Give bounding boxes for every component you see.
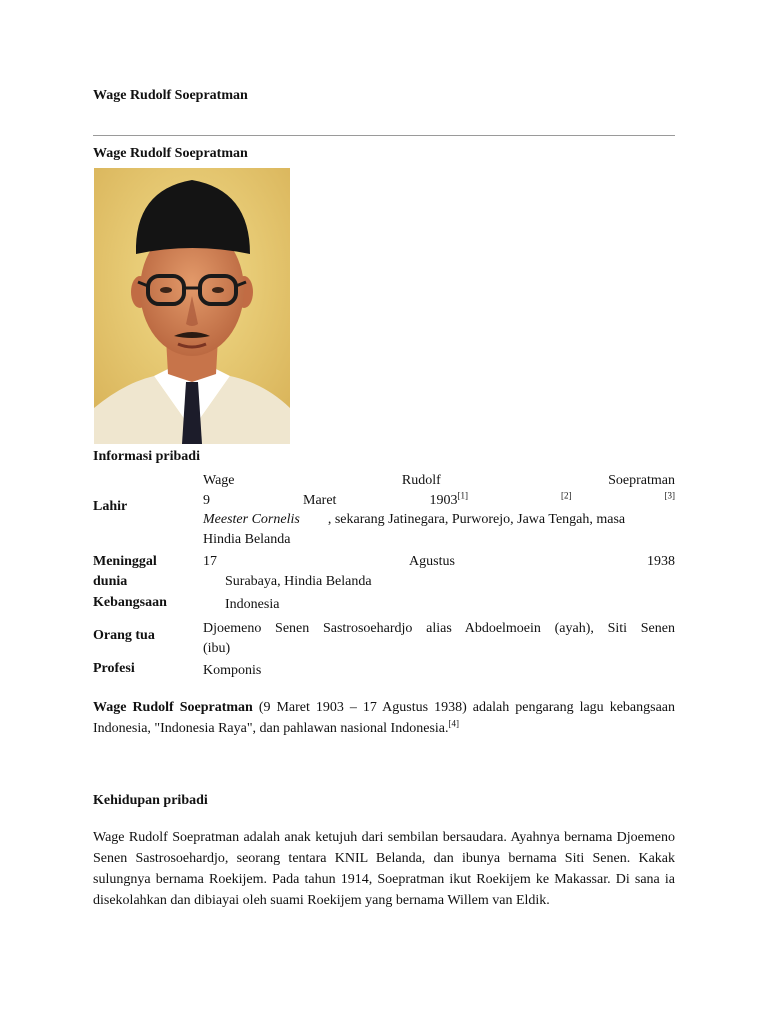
infobox-label-kebangsaan: Kebangsaan — [93, 595, 167, 610]
intro-paragraph: Wage Rudolf Soepratman (9 Maret 1903 – 17 Agustus 1938) adalah pengarang lagu kebangsaan Indonesia, "Indonesia Raya", dan pahlawan nasional Indonesia.[4] — [93, 700, 675, 736]
birth-year: 1903[1] — [429, 489, 468, 508]
infobox-title: Wage Rudolf Soepratman — [93, 146, 248, 161]
infobox-row-profesi — [93, 661, 675, 681]
horizontal-rule — [93, 135, 675, 136]
death-place: Surabaya, Hindia Belanda — [225, 573, 372, 589]
reference-link[interactable]: [1] — [457, 489, 468, 500]
infobox-row-kebangsaan — [93, 595, 675, 615]
birth-date-line — [203, 491, 675, 511]
birth-day: 9 — [203, 492, 210, 508]
infobox-label-orang-tua: Orang tua — [93, 628, 155, 643]
infobox-row-meninggal — [93, 552, 675, 592]
section-heading: Kehidupan pribadi — [93, 793, 208, 808]
name-part: Rudolf — [401, 473, 441, 488]
infobox-label-profesi: Profesi — [93, 661, 135, 676]
reference-link[interactable]: [2] — [560, 489, 572, 500]
infobox-row-lahir — [93, 471, 675, 547]
infobox-value-kebangsaan: Indonesia — [225, 597, 280, 612]
reference-link[interactable]: [4] — [448, 718, 459, 729]
full-name-line — [203, 471, 675, 491]
birth-place-italic[interactable]: Meester Cornelis — [203, 512, 300, 527]
intro-bold-name: Wage Rudolf Soepratman — [93, 700, 253, 715]
birth-place-rest: , sekarang Jatinegara, Purworejo, Jawa Tengah, masa — [327, 512, 626, 527]
name-part: Wage — [203, 473, 235, 488]
infobox-value-profesi: Komponis — [203, 663, 262, 678]
infobox-label-lahir: Lahir — [93, 499, 128, 514]
reference-link[interactable]: [3] — [664, 489, 675, 500]
section-body: Wage Rudolf Soepratman adalah anak ketujuh dari sembilan bersaudara. Ayahnya bernama Djoemeno Senen Sastrosoehardjo, seorang tentara KNIL Belanda, dan ibunya bernama Siti Senen. Kakak sulungnya bernama Roekijem. Pada tahun 1914, Soepratman ikut Roekijem ke Makassar. Di sana ia disekolahkan dan dibiayai oleh suami Roekijem yang bernama Willem van Eldik. — [93, 830, 675, 908]
name-part: Soepratman — [608, 473, 675, 488]
infobox-value-meninggal — [203, 552, 675, 591]
infobox-heading: Informasi pribadi — [93, 449, 200, 464]
infobox-row-orang-tua — [93, 619, 675, 659]
infobox-value-lahir — [203, 471, 675, 549]
infobox-label-meninggal: Meninggal dunia — [93, 554, 157, 589]
birth-place-line — [203, 510, 675, 530]
portrait-image — [94, 168, 290, 444]
birth-month: Maret — [303, 492, 337, 508]
infobox-value-orang-tua: Djoemeno Senen Sastrosoehardjo alias Abdoelmoein (ayah), Siti Senen (ibu) — [203, 621, 675, 656]
birth-place-line2: Hindia Belanda — [203, 531, 291, 547]
document-title: Wage Rudolf Soepratman — [93, 88, 248, 103]
death-date-line: 17 Agustus 1938 — [203, 554, 675, 569]
